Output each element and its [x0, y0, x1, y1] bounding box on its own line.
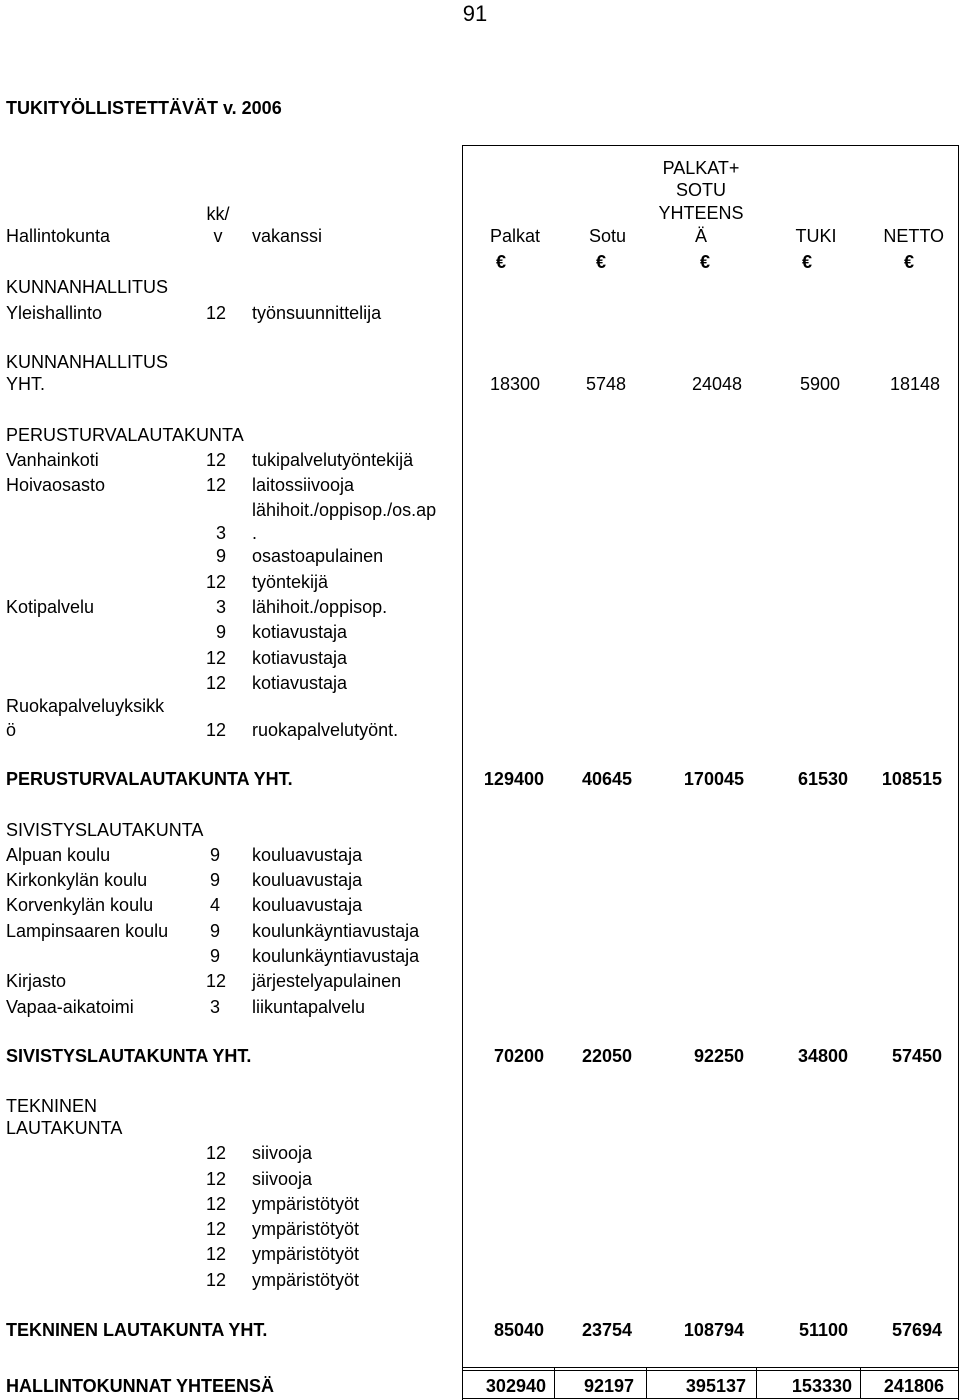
months-value: 12: [205, 450, 226, 470]
months-value: 3: [215, 523, 226, 543]
total-label: SIVISTYSLAUTAKUNTA YHT.: [6, 1046, 252, 1066]
grand-total-label: HALLINTOKUNNAT YHTEENSÄ: [6, 1376, 275, 1396]
months-value: 3: [210, 997, 221, 1017]
total-palkat: 70200: [493, 1046, 544, 1066]
unit-name: Kirjasto: [6, 971, 67, 991]
job-title: ympäristötyöt: [252, 1219, 360, 1239]
total-tuki: 5900: [799, 374, 840, 394]
unit-name: TEKNINEN: [6, 1096, 98, 1116]
job-title: siivooja: [252, 1143, 313, 1163]
total-tuki: 34800: [797, 1046, 848, 1066]
months-value: 12: [206, 1143, 227, 1163]
total-palkat: 129400: [483, 769, 544, 789]
unit-name: PERUSTURVALAUTAKUNTA: [6, 425, 244, 445]
total-sotu: 40645: [581, 769, 632, 789]
job-title: laitossiivooja: [252, 475, 355, 495]
header-kk-line1: kk/: [206, 204, 230, 224]
job-title: kotiavustaja: [252, 673, 348, 693]
unit-name: Alpuan koulu: [6, 845, 111, 865]
header-tuki: TUKI: [795, 226, 837, 246]
header-sotu: Sotu: [588, 226, 626, 246]
total-label: KUNNANHALLITUS: [6, 352, 169, 372]
total-sotu: 5748: [585, 374, 626, 394]
job-title: kouluavustaja: [252, 845, 363, 865]
unit-name: Vanhainkoti: [6, 450, 99, 470]
grand-total-netto: 241806: [883, 1376, 944, 1396]
job-title: siivooja: [252, 1169, 313, 1189]
job-title: liikuntapalvelu: [252, 997, 366, 1017]
job-title: osastoapulainen: [252, 546, 384, 566]
job-title: ympäristötyöt: [252, 1270, 360, 1290]
total-sotu: 22050: [581, 1046, 632, 1066]
job-title: kouluavustaja: [252, 870, 363, 890]
months-value: 9: [215, 546, 226, 566]
total-yhteensa: 24048: [691, 374, 742, 394]
grand-total-sotu: 92197: [583, 1376, 634, 1396]
total-label: TEKNINEN LAUTAKUNTA YHT.: [6, 1320, 268, 1340]
total-netto: 57694: [891, 1320, 942, 1340]
currency-symbol: €: [700, 252, 711, 272]
unit-name: Vapaa-aikatoimi: [6, 997, 134, 1017]
total-tuki: 51100: [798, 1320, 848, 1340]
grand-total-tuki: 153330: [791, 1376, 852, 1396]
header-hallintokunta: Hallintokunta: [6, 226, 111, 246]
unit-name: Kirkonkylän koulu: [6, 870, 148, 890]
unit-name: Ruokapalveluyksikk: [6, 696, 165, 716]
unit-name: Korvenkylän koulu: [6, 895, 154, 915]
months-value: 12: [206, 1194, 227, 1214]
currency-symbol: €: [596, 252, 607, 272]
header-yhteensa-line3: YHTEENS: [658, 203, 744, 223]
total-label: PERUSTURVALAUTAKUNTA YHT.: [6, 769, 293, 789]
months-value: 12: [205, 303, 226, 323]
unit-name: KUNNANHALLITUS: [6, 277, 169, 297]
total-sotu: 23754: [581, 1320, 632, 1340]
total-yhteensa: 92250: [693, 1046, 744, 1066]
grand-total-yhteensa: 395137: [685, 1376, 746, 1396]
job-title: ruokapalvelutyönt.: [252, 720, 399, 740]
header-netto: NETTO: [883, 226, 944, 246]
currency-symbol: €: [802, 252, 813, 272]
months-value: 12: [205, 673, 226, 693]
total-netto: 57450: [891, 1046, 942, 1066]
page-number: 91: [462, 1, 488, 26]
header-yhteensa-line4: Ä: [694, 226, 707, 246]
grand-total-palkat: 302940: [485, 1376, 546, 1396]
header-kk-line2: v: [213, 226, 223, 246]
months-value: 12: [206, 1244, 227, 1264]
job-title: kotiavustaja: [252, 648, 348, 668]
months-value: 12: [205, 475, 226, 495]
unit-name: Kotipalvelu: [6, 597, 95, 617]
total-yhteensa: 108794: [683, 1320, 744, 1340]
total-yhteensa: 170045: [683, 769, 744, 789]
total-tuki: 61530: [797, 769, 848, 789]
currency-symbol: €: [904, 252, 915, 272]
months-value: 12: [205, 720, 226, 740]
months-value: 9: [210, 870, 221, 890]
job-title: lähihoit./oppisop.: [252, 597, 388, 617]
header-yhteensa-line1: PALKAT+: [662, 158, 740, 178]
months-value: 12: [205, 648, 226, 668]
months-value: 12: [205, 572, 226, 592]
months-value: 9: [210, 845, 221, 865]
total-netto: 108515: [881, 769, 942, 789]
months-value: 9: [210, 946, 221, 966]
total-label: YHT.: [6, 374, 46, 394]
job-title: koulunkäyntiavustaja: [252, 921, 420, 941]
job-title: järjestelyapulainen: [252, 971, 402, 991]
months-value: 12: [206, 1169, 227, 1189]
header-vakanssi: vakanssi: [252, 226, 323, 246]
months-value: 4: [210, 895, 221, 915]
header-yhteensa-line2: SOTU: [675, 180, 726, 200]
job-title: tukipalvelutyöntekijä: [252, 450, 414, 470]
unit-name: LAUTAKUNTA: [6, 1118, 123, 1138]
months-value: 12: [206, 971, 227, 991]
job-title: työnsuunnittelija: [252, 303, 382, 323]
job-title: kouluavustaja: [252, 895, 363, 915]
job-title: ympäristötyöt: [252, 1244, 360, 1264]
document-title: TUKITYÖLLISTETTÄVÄT v. 2006: [6, 98, 282, 118]
job-title: ympäristötyöt: [252, 1194, 360, 1214]
header-palkat: Palkat: [489, 226, 540, 246]
job-title: koulunkäyntiavustaja: [252, 946, 420, 966]
months-value: 12: [206, 1219, 227, 1239]
months-value: 3: [215, 597, 226, 617]
unit-name: ö: [6, 720, 17, 740]
unit-name: Hoivaosasto: [6, 475, 106, 495]
job-title: kotiavustaja: [252, 622, 348, 642]
unit-name: Yleishallinto: [6, 303, 103, 323]
unit-name: SIVISTYSLAUTAKUNTA: [6, 820, 204, 840]
job-title: työntekijä: [252, 572, 329, 592]
total-palkat: 18300: [489, 374, 540, 394]
months-value: 9: [210, 921, 221, 941]
months-value: 9: [215, 622, 226, 642]
currency-symbol: €: [496, 252, 507, 272]
unit-name: Lampinsaaren koulu: [6, 921, 169, 941]
months-value: 12: [206, 1270, 227, 1290]
job-title: .: [252, 523, 258, 543]
job-title: lähihoit./oppisop./os.ap: [252, 500, 437, 520]
total-netto: 18148: [889, 374, 940, 394]
total-palkat: 85040: [493, 1320, 544, 1340]
